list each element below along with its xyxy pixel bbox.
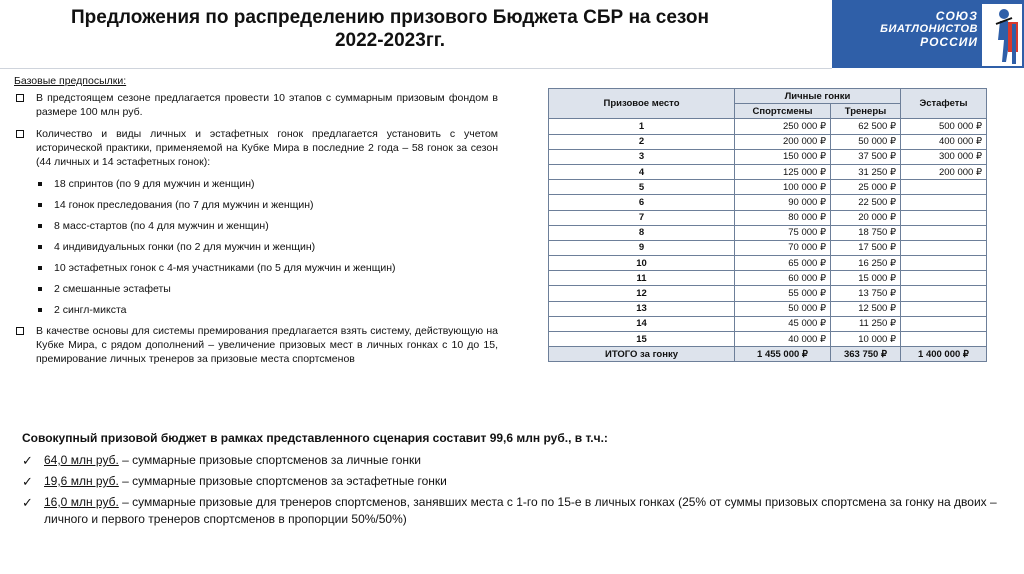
table-row: 6 90 000 ₽ 22 500 ₽ bbox=[549, 195, 987, 210]
page-title: Предложения по распределению призового Бюджета СБР на сезон 2022-2023гг. bbox=[71, 7, 709, 51]
checkbox-bullet-icon bbox=[16, 94, 24, 102]
table-row: 3 150 000 ₽ 37 500 ₽ 300 000 ₽ bbox=[549, 149, 987, 164]
total-label: ИТОГО за гонку bbox=[549, 347, 735, 362]
bullet-icon bbox=[38, 182, 42, 186]
premise-item: Количество и виды личных и эстафетных гонок предлагается установить с учетом исторической практики, применяемой на Кубке Мира в последние 2 года – 58 гонок за сезон (44 личных и 14 эстафетных гонок): bbox=[14, 127, 498, 169]
race-type-item: 2 сингл-микста bbox=[14, 303, 498, 317]
logo-text: СОЮЗ БИАТЛОНИСТОВ РОССИИ bbox=[880, 9, 978, 49]
table-row: 2 200 000 ₽ 50 000 ₽ 400 000 ₽ bbox=[549, 134, 987, 149]
total-relays: 1 400 000 ₽ bbox=[901, 347, 987, 362]
checkbox-bullet-icon bbox=[16, 327, 24, 335]
table-row: 12 55 000 ₽ 13 750 ₽ bbox=[549, 286, 987, 301]
bullet-icon bbox=[38, 224, 42, 228]
summary-title: Совокупный призовой бюджет в рамках представленного сценария составит 99,6 млн руб., в т.ч.: bbox=[22, 431, 608, 445]
table-row: 5 100 000 ₽ 25 000 ₽ bbox=[549, 180, 987, 195]
checkmark-icon: ✓ bbox=[22, 495, 33, 510]
race-type-item: 18 спринтов (по 9 для мужчин и женщин) bbox=[14, 177, 498, 191]
total-athletes: 1 455 000 ₽ bbox=[735, 347, 831, 362]
base-premises bbox=[14, 74, 498, 374]
summary-item: ✓ 64,0 млн руб. – суммарные призовые спортсменов за личные гонки bbox=[22, 453, 422, 468]
total-row bbox=[549, 347, 987, 362]
table-row: 13 50 000 ₽ 12 500 ₽ bbox=[549, 301, 987, 316]
table-row: 14 45 000 ₽ 11 250 ₽ bbox=[549, 316, 987, 331]
header-place: Призовое место bbox=[549, 89, 735, 119]
total-coaches: 363 750 ₽ bbox=[831, 347, 901, 362]
bullet-icon bbox=[38, 203, 42, 207]
table-row: 8 75 000 ₽ 18 750 ₽ bbox=[549, 225, 987, 240]
sbr-logo bbox=[832, 0, 1024, 68]
table-row: 1 250 000 ₽ 62 500 ₽ 500 000 ₽ bbox=[549, 119, 987, 134]
table-row: 15 40 000 ₽ 10 000 ₽ bbox=[549, 332, 987, 347]
bullet-icon bbox=[38, 308, 42, 312]
header-athletes: Спортсмены bbox=[735, 104, 831, 119]
checkbox-bullet-icon bbox=[16, 130, 24, 138]
summary-item: ✓ 16,0 млн руб. – суммарные призовые для тренеров спортсменов, занявших места с 1-го по 15-е в личных гонках (25% от суммы призовых спортсмена за гонку на двоих – личного и первого тренеров спортсменов в пропорции 50%/50%) bbox=[22, 495, 997, 526]
table-row: 10 65 000 ₽ 16 250 ₽ bbox=[549, 256, 987, 271]
budget-summary bbox=[22, 430, 1012, 532]
bullet-icon bbox=[38, 287, 42, 291]
header-relays: Эстафеты bbox=[901, 89, 987, 119]
biathlete-icon bbox=[982, 4, 1022, 66]
race-type-item: 14 гонок преследования (по 7 для мужчин и женщин) bbox=[14, 198, 498, 212]
race-type-item: 10 эстафетных гонок с 4-мя участниками (по 5 для мужчин и женщин) bbox=[14, 261, 498, 275]
bullet-icon bbox=[38, 245, 42, 249]
checkmark-icon: ✓ bbox=[22, 453, 33, 468]
header-personal-races: Личные гонки bbox=[735, 89, 901, 104]
table-row: 11 60 000 ₽ 15 000 ₽ bbox=[549, 271, 987, 286]
prize-rows bbox=[549, 119, 987, 347]
premise-item: В качестве основы для системы премирования предлагается взять систему, действующую на Кубке Мира, с рядом дополнений – увеличение призовых мест в личных гонках с 10 до 15, премирование личных тренеров за призовые места спортсменов bbox=[14, 324, 498, 366]
header-divider bbox=[0, 68, 832, 69]
race-type-item: 8 масс-стартов (по 4 для мужчин и женщин) bbox=[14, 219, 498, 233]
slide-header bbox=[0, 0, 1024, 68]
bullet-icon bbox=[38, 266, 42, 270]
table-row: 9 70 000 ₽ 17 500 ₽ bbox=[549, 240, 987, 255]
header-coaches: Тренеры bbox=[831, 104, 901, 119]
race-type-item: 4 индивидуальных гонки (по 2 для мужчин и женщин) bbox=[14, 240, 498, 254]
race-type-item: 2 смешанные эстафеты bbox=[14, 282, 498, 296]
premise-item: В предстоящем сезоне предлагается провести 10 этапов с суммарным призовым фондом в размере 100 млн руб. bbox=[14, 91, 498, 119]
table-row: 4 125 000 ₽ 31 250 ₽ 200 000 ₽ bbox=[549, 164, 987, 179]
table-row: 7 80 000 ₽ 20 000 ₽ bbox=[549, 210, 987, 225]
checkmark-icon: ✓ bbox=[22, 474, 33, 489]
prize-table bbox=[548, 88, 987, 362]
premises-title: Базовые предпосылки: bbox=[14, 75, 127, 87]
summary-item: ✓ 19,6 млн руб. – суммарные призовые спортсменов за эстафетные гонки bbox=[22, 474, 447, 489]
